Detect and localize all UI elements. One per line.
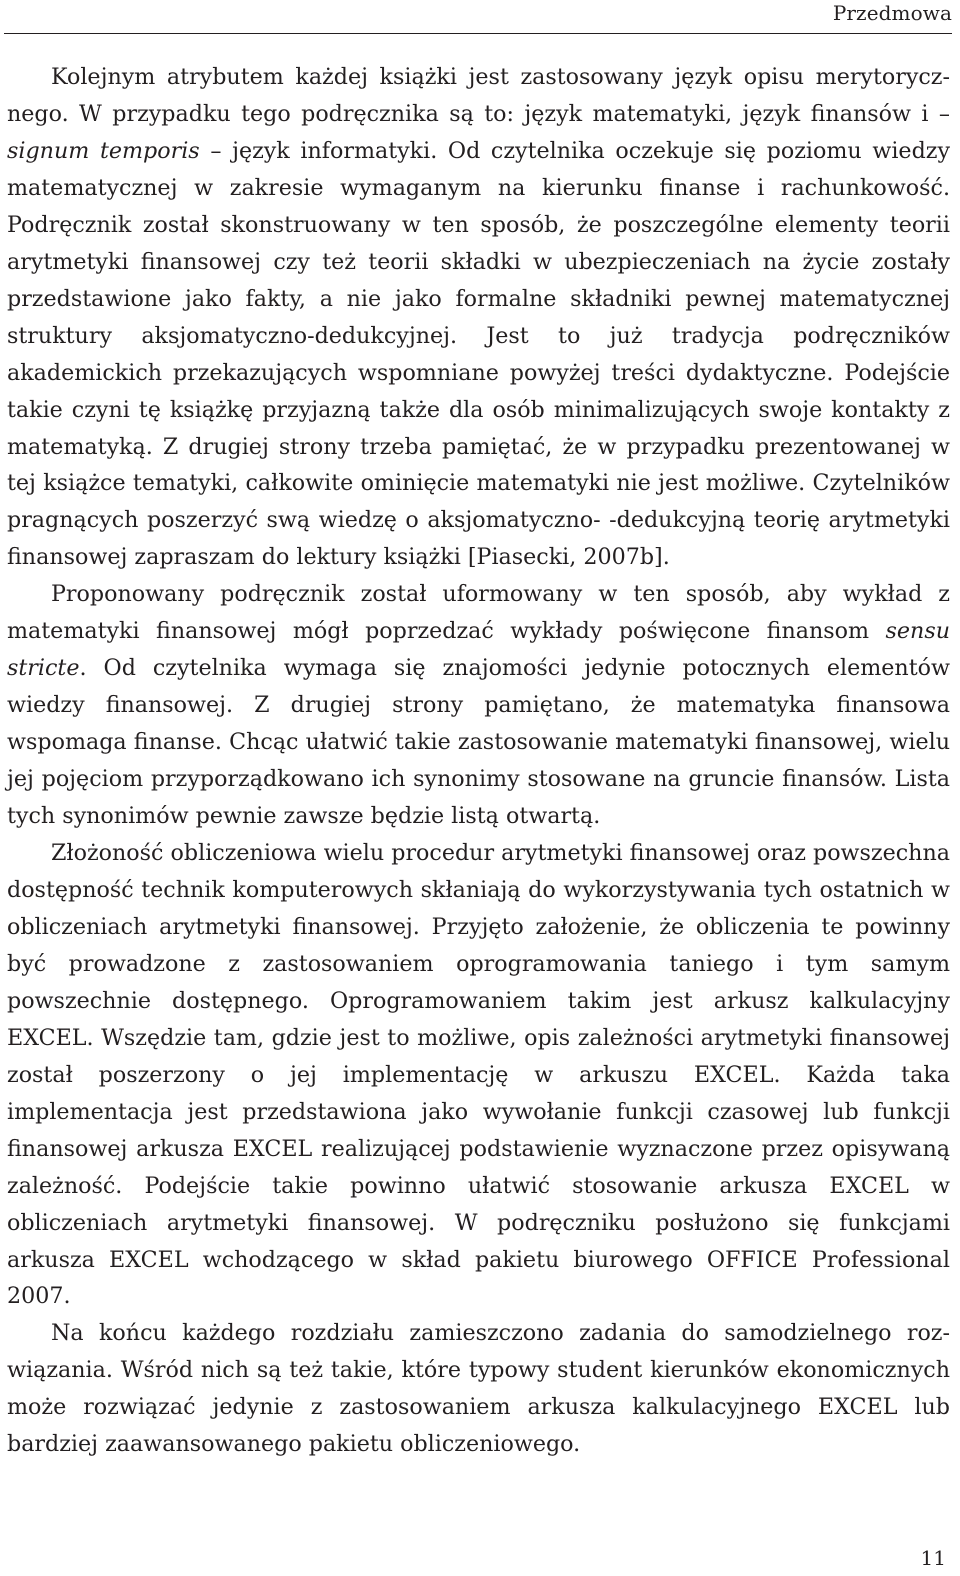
text-run: Kolejnym atrybutem każdej książki jest zastosowany język opisu merytorycznego. W przypadku tego podręcznika są to: język matematyki, język finansów i – (7, 64, 950, 127)
text-run: Złożoność obliczeniowa wielu procedur arytmetyki finansowej oraz powszechna dostępność technik komputerowych skłaniają do wykorzystywania tych ostatnich w obliczeniach arytmetyki finansowej. Przyjęto założenie, że obliczenia te powinny być prowadzone z zastosowaniem oprogramowania taniego i tym samym powszechnie dostępnego. Oprogramowaniem takim jest arkusz kalkulacyjny EXCEL. Wszędzie tam, gdzie jest to możliwe, opis zależności arytmetyki finansowej został poszerzony o jej implementację w arkuszu EXCEL. Każda taka implementacja jest przedstawiona jako wywołanie funkcji czasowej lub funkcji finansowej arkusza EXCEL realizującej podstawienie wyznaczone przez opisywaną zależność. Podejście takie powinno ułatwić stosowanie arkusza EXCEL w obliczeniach arytmetyki finansowej. W podręczniku posłużono się funkcjami arkusza EXCEL wchodzącego w skład pakietu biurowego OFFICE Professional 2007. (7, 840, 950, 1310)
text-run: Proponowany podręcznik został uformowany w ten sposób, aby wykład z matematyki finansowej mógł poprzedzać wykłady poświęcone finansom (7, 581, 950, 645)
page-header (4, 0, 952, 34)
text-run: . Od czytelnika wymaga się znajomości jedynie potocznych elementów wiedzy finansowej. Z drugiej strony pamiętano, że matematyka finansowa wspomaga finanse. Chcąc ułatwić takie zastosowanie matematyki finansowej, wielu jej pojęciom przyporządkowano ich synonimy stosowane na gruncie finansów. Lista tych synonimów pewnie zawsze będzie listą otwartą. (7, 655, 950, 830)
text-run: – język informatyki. Od czytelnika oczekuje się poziomu wiedzy matematycznej w zakresie wymaganym na kierunku finanse i rachunkowość. Podręcznik został skonstruowany w ten sposób, że poszczególne elementy teorii arytmetyki finansowej czy też teorii składki w ubezpieczeniach na życie zostały przedstawione jako fakty, a nie jako formalne składniki pewnej matematycznej struktury aksjomatyczno-dedukcyjnej. Jest to już tradycja podręczników akademickich przekazujących wspomniane powyżej treści dydaktyczne. Podejście takie czyni tę książkę przyjazną także dla osób minimalizujących swoje kontakty z matematyką. Z drugiej strony trzeba pamiętać, że w przypadku prezentowanej w tej książce tematyki, całkowite ominięcie matematyki nie jest możliwe. Czytelników pragnących poszerzyć swą wiedzę o aksjomatyczno- ‑dedukcyjną teorię arytmetyki finansowej zapraszam do lektury książki [Piasecki, 2007b]. (7, 137, 950, 571)
header-rule (4, 33, 952, 34)
paragraph (7, 835, 950, 1315)
body-text (7, 59, 950, 1463)
paragraph (7, 576, 950, 835)
running-head: Przedmowa (832, 1, 952, 25)
paragraph (7, 59, 950, 576)
emphasis-text: sensu stricte (7, 618, 950, 682)
page-number: 11 (920, 1546, 946, 1570)
paragraph (7, 1315, 950, 1463)
emphasis-text: signum temporis (7, 137, 200, 164)
text-run: Na końcu każdego rozdziału zamieszczono zadania do samodzielnego rozwiązania. Wśród nich są też takie, które typowy student kierunków ekonomicznych może rozwiązać jedynie z zastosowaniem arkusza kalkulacyjnego EXCEL lub bardziej zaawansowanego pakietu obliczeniowego. (7, 1320, 950, 1458)
